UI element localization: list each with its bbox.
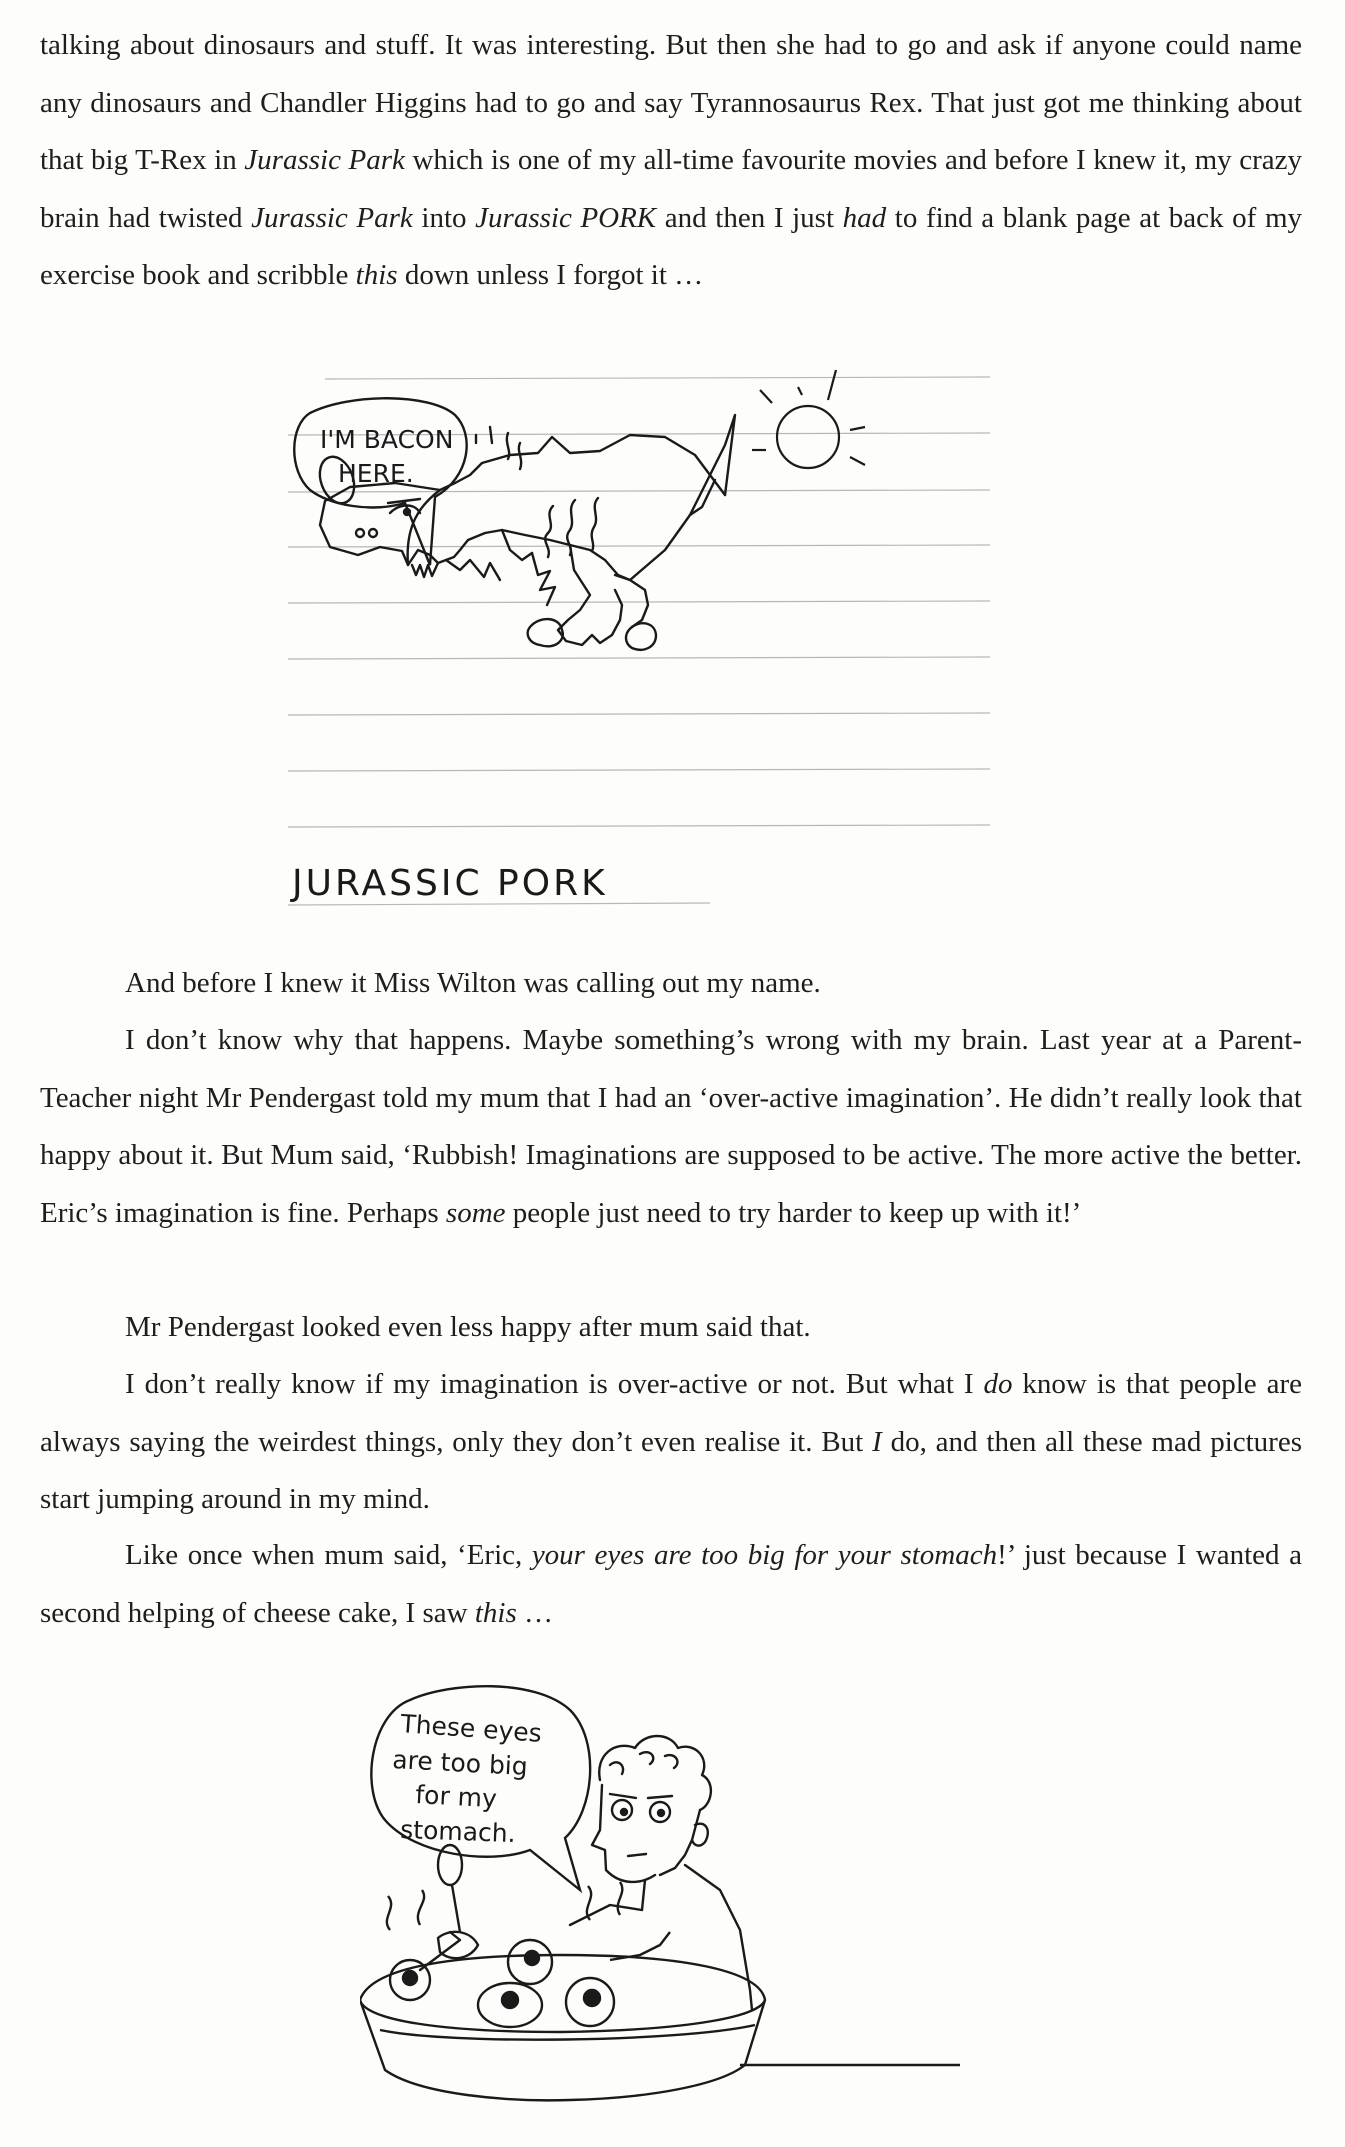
paragraph-text: which is one of my all-time favourite movies and before I knew it, my crazy brain had twisted: [40, 144, 1303, 234]
italic-text: do: [983, 1368, 1013, 1400]
paragraph-text: do, and then all these mad pictures start jumping around in my mind.: [40, 1425, 1302, 1515]
paragraph-5: [40, 1356, 1302, 1529]
speech-bubble-line-1: I'M BACON: [320, 425, 454, 454]
speech-bubble-line-2: are too big: [391, 1745, 529, 1782]
paragraph-text: people just need to try harder to keep up with it!’: [505, 1196, 1082, 1229]
paragraph-text: Mr Pendergast looked even less happy after mum said that.: [125, 1311, 811, 1343]
italic-text: had: [842, 201, 887, 234]
italic-text: this: [355, 259, 398, 291]
paragraph-6: [40, 1527, 1302, 1642]
italic-text: I: [872, 1425, 882, 1458]
paragraph-2: [40, 955, 1302, 1013]
italic-text: Jurassic Park: [251, 201, 413, 234]
eyes-stomach-illustration: [360, 1670, 1060, 2140]
paragraph-text: know is that people are always saying the weirdest things, only they don’t even realise it. But: [40, 1368, 1302, 1458]
paragraph-text: !’ just because I wanted a second helping of cheese cake, I saw: [40, 1539, 1302, 1629]
paragraph-4: [40, 1299, 1302, 1357]
paragraph-text: Like once when mum said, ‘Eric,: [125, 1539, 532, 1571]
sun-icon: [752, 370, 865, 468]
eyes-stomach-drawing: [360, 1670, 1060, 2140]
illustration-caption: JURASSIC PORK: [292, 863, 608, 904]
eyeball-bowl: [360, 1882, 960, 2100]
speech-bubble-line-1: These eyes: [399, 1709, 543, 1748]
italic-text: your eyes are too big for your stomach: [531, 1539, 998, 1571]
paragraph-text: I don’t know why that happens. Maybe something’s wrong with my brain. Last year at a Parent-Teacher night Mr Pendergast told my mum that I had an ‘over-active imagination’. He didn’t really look that happy about it. But Mum said, ‘Rubbish! Imaginations are supposed to be active. The more active the better. Eric’s imagination is fine. Perhaps: [40, 1024, 1302, 1229]
speech-bubble-line-2: HERE.: [338, 459, 414, 488]
paragraph-text: …: [516, 1596, 553, 1629]
italic-text: some: [445, 1196, 506, 1229]
paragraph-text: to find a blank page at back of my exercise book and scribble: [40, 201, 1303, 291]
italic-text: this: [474, 1596, 517, 1629]
paragraph-text: and then I just: [656, 201, 843, 234]
jurassic-pork-drawing: [270, 365, 1000, 935]
paragraph-text: And before I knew it Miss Wilton was calling out my name.: [125, 967, 821, 999]
paragraph-text: down unless I forgot it …: [397, 259, 704, 291]
paragraph-text: talking about dinosaurs and stuff. It was interesting. But then she had to go and ask if anyone could name any dinosaurs and Chandler Higgins had to go and say Tyrannosaurus Rex. That just got me thinking about that big T-Rex in: [40, 29, 1302, 176]
paragraph-1: [40, 17, 1302, 305]
speech-bubble-line-3: for my: [414, 1780, 498, 1814]
italic-text: Jurassic Park: [244, 144, 405, 176]
speech-bubble-line-4: stomach.: [399, 1815, 517, 1849]
paragraph-text: into: [412, 201, 476, 234]
jurassic-pork-illustration: [270, 365, 1000, 935]
notebook-lines: [288, 377, 990, 905]
italic-text: Jurassic PORK: [475, 201, 657, 234]
paragraph-3: [40, 1012, 1302, 1242]
paragraph-text: I don’t really know if my imagination is over-active or not. But what I: [125, 1368, 984, 1400]
